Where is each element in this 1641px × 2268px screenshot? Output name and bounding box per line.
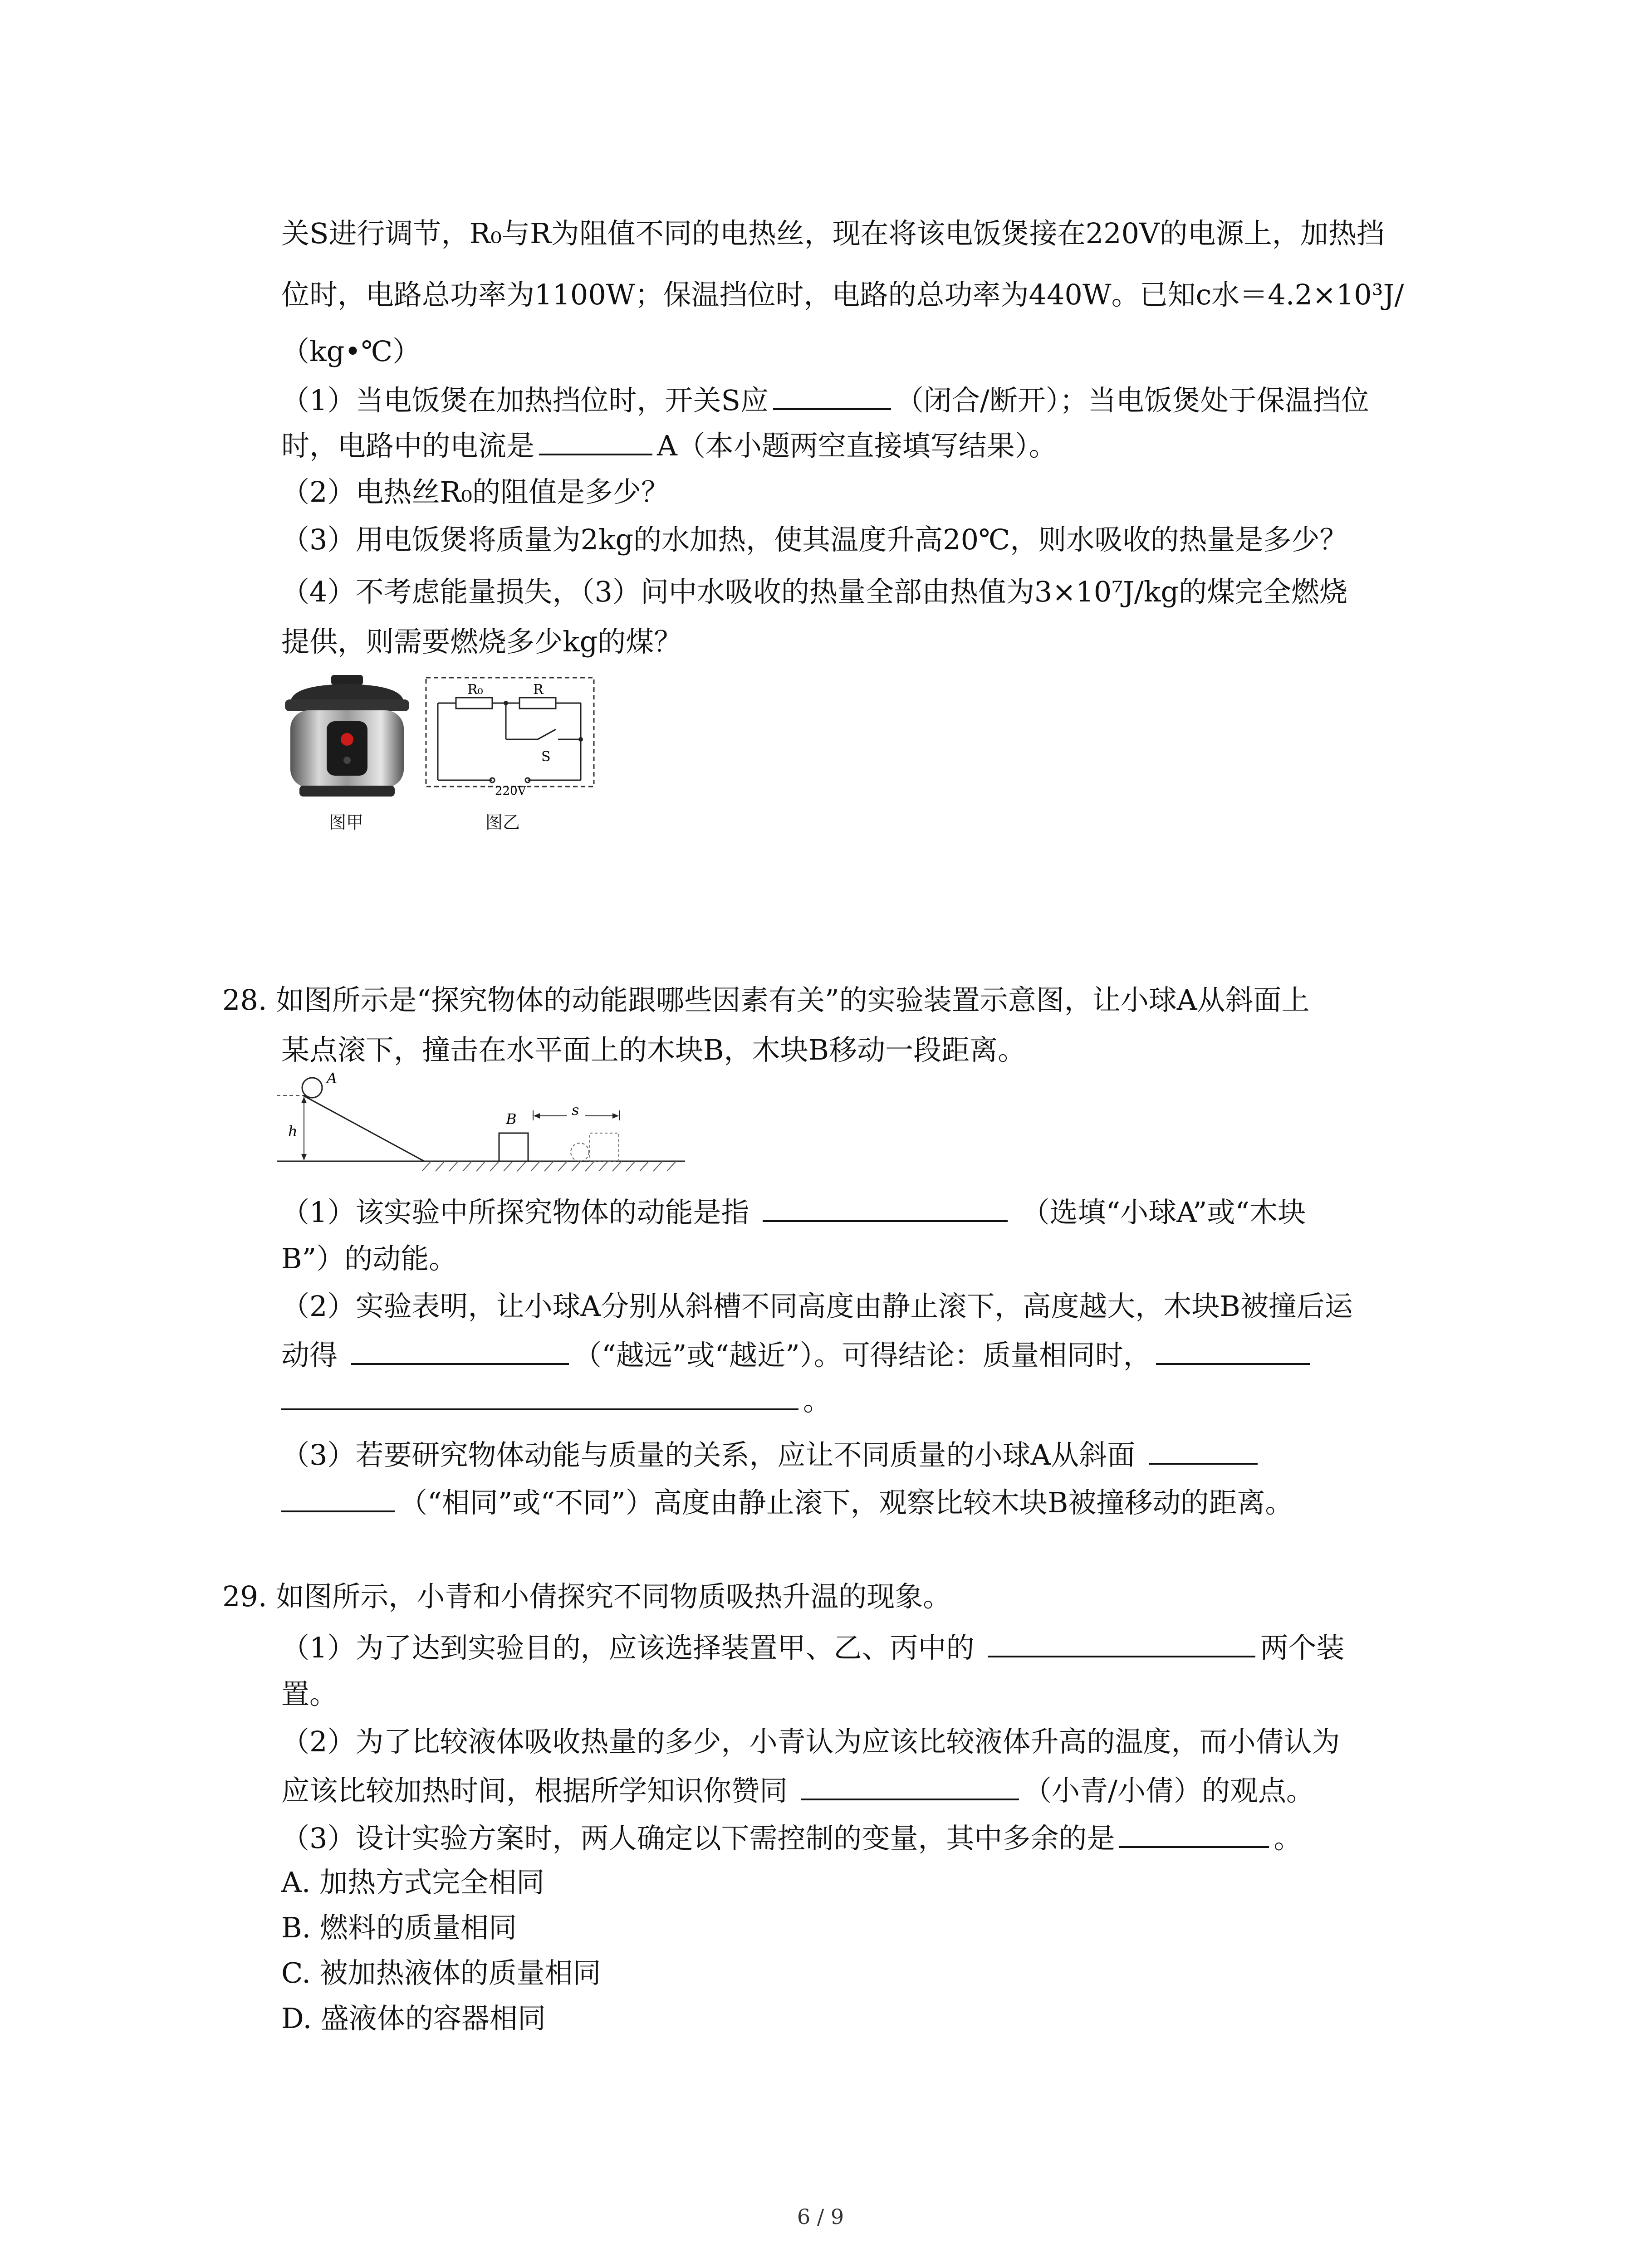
circuit-diagram xyxy=(424,676,597,812)
q29-option-b: B. 燃料的质量相同 xyxy=(281,1911,517,1944)
q28-blank-3a[interactable] xyxy=(1156,1336,1310,1365)
q29-option-c: C. 被加热液体的质量相同 xyxy=(281,1956,601,1989)
q28-blank-4a[interactable] xyxy=(1149,1436,1258,1465)
q27-stem-line3: （kg•℃） xyxy=(281,335,421,368)
q28-blank-4b[interactable] xyxy=(281,1483,395,1512)
q28-part3-line2 xyxy=(281,1483,1293,1521)
q27-part1-line2 xyxy=(281,426,1057,464)
q29-blank-2[interactable] xyxy=(801,1771,1019,1800)
q27-part1-line1 xyxy=(281,381,1369,419)
q29-part1-text-a: （1）为了达到实验目的，应该选择装置甲、乙、丙中的 xyxy=(281,1631,975,1664)
q29-part3 xyxy=(281,1819,1302,1857)
q27-part4-line1: （4）不考虑能量损失，（3）问中水吸收的热量全部由热值为3×10⁷J/kg的煤完全燃烧 xyxy=(281,575,1348,608)
q27-part1-text-b: （闭合/断开）；当电饭煲处于保温挡位 xyxy=(895,384,1369,417)
q28-blank-3b[interactable] xyxy=(281,1381,798,1410)
q28-part2-text-d: 。 xyxy=(803,1384,832,1417)
page-number: 6 / 9 xyxy=(797,2204,844,2229)
q29-option-d: D. 盛液体的容器相同 xyxy=(281,2002,546,2035)
q27-part3: （3）用电饭煲将质量为2kg的水加热，使其温度升高20℃，则水吸收的热量是多少？ xyxy=(281,523,1348,556)
q27-stem-line2: 位时，电路总功率为1100W；保温挡位时，电路的总功率为440W。已知c水＝4.2×10³J/ xyxy=(281,278,1404,311)
q29-part1-text-b: 两个装 xyxy=(1260,1631,1345,1664)
q29-part2-line2 xyxy=(281,1771,1314,1809)
q27-stem-line1: 关S进行调节，R₀与R为阻值不同的电热丝，现在将该电饭煲接在220V的电源上，加热挡 xyxy=(281,217,1385,250)
q29-part2-text-c: （小青/小倩）的观点。 xyxy=(1024,1774,1314,1807)
q28-stem-line2: 某点滚下，撞击在水平面上的木块B，木块B移动一段距离。 xyxy=(281,1033,1026,1066)
fig-label-s: s xyxy=(572,1101,579,1119)
q29-part3-text: （3）设计实验方案时，两人确定以下需控制的变量，其中多余的是 xyxy=(281,1822,1115,1855)
q27-part1-text-a: （1）当电饭煲在加热挡位时，开关S应 xyxy=(281,384,769,417)
kinetic-energy-apparatus-figure xyxy=(277,1070,685,1184)
circuit-label-r: R xyxy=(533,682,544,698)
q29-part2-line1: （2）为了比较液体吸收热量的多少，小青认为应该比较液体升高的温度，而小倩认为 xyxy=(281,1725,1340,1758)
q28-part2-line1: （2）实验表明，让小球A分别从斜槽不同高度由静止滚下，高度越大，木块B被撞后运 xyxy=(281,1290,1353,1323)
fig-label-a: A xyxy=(327,1070,338,1087)
q28-part2-line3 xyxy=(281,1381,831,1419)
fig-label-h: h xyxy=(288,1123,298,1140)
q29-option-a: A. 加热方式完全相同 xyxy=(281,1866,545,1899)
figure-jia-caption: 图甲 xyxy=(329,812,364,832)
q29-part2-text-b: 应该比较加热时间，根据所学知识你赞同 xyxy=(281,1774,788,1807)
q27-part1-text-c: 时，电路中的电流是 xyxy=(281,429,535,462)
q28-part2-text-b: 动得 xyxy=(281,1339,338,1372)
q27-part1-text-d: A（本小题两空直接填写结果）。 xyxy=(657,429,1057,462)
q28-part3-text-b: （“相同”或“不同”）高度由静止滚下，观察比较木块B被撞移动的距离。 xyxy=(399,1486,1293,1519)
q27-part2: （2）电热丝R₀的阻值是多少？ xyxy=(281,475,669,508)
q29-stem: 29. 如图所示，小青和小倩探究不同物质吸热升温的现象。 xyxy=(222,1580,951,1613)
q29-part1-line1 xyxy=(281,1628,1344,1666)
q28-part1-text-a: （1）该实验中所探究物体的动能是指 xyxy=(281,1196,749,1229)
q28-part3-line1 xyxy=(281,1436,1262,1473)
q27-part4-line2: 提供，则需要燃烧多少kg的煤？ xyxy=(281,625,682,658)
circuit-label-s: S xyxy=(541,749,551,765)
figure-yi-caption: 图乙 xyxy=(485,812,520,832)
circuit-label-voltage: 220V xyxy=(495,784,526,798)
q29-blank-3[interactable] xyxy=(1119,1819,1269,1848)
q29-part3-end: 。 xyxy=(1274,1822,1302,1855)
rice-cooker-figure xyxy=(281,671,413,807)
q27-blank-1[interactable] xyxy=(773,381,891,410)
fig-label-b: B xyxy=(506,1110,517,1128)
circuit-label-r0: R₀ xyxy=(467,682,483,698)
q28-part3-text-a: （3）若要研究物体动能与质量的关系，应让不同质量的小球A从斜面 xyxy=(281,1438,1136,1471)
q28-stem-line1: 28. 如图所示是“探究物体的动能跟哪些因素有关”的实验装置示意图，让小球A从斜面上 xyxy=(222,983,1310,1017)
q28-blank-2[interactable] xyxy=(351,1336,569,1365)
q28-part2-line2 xyxy=(281,1336,1315,1374)
q28-blank-1[interactable] xyxy=(763,1193,1008,1222)
q28-part1-line1 xyxy=(281,1193,1306,1231)
q28-part1-line2: B”）的动能。 xyxy=(281,1242,457,1275)
q28-part2-text-c: （“越远”或“越近”）。可得结论：质量相同时， xyxy=(573,1339,1151,1372)
q29-blank-1[interactable] xyxy=(988,1628,1255,1657)
q29-part1-line2: 置。 xyxy=(281,1677,338,1711)
q28-part1-text-b: （选填“小球A”或“木块 xyxy=(1021,1196,1306,1229)
q27-blank-2[interactable] xyxy=(539,426,652,455)
